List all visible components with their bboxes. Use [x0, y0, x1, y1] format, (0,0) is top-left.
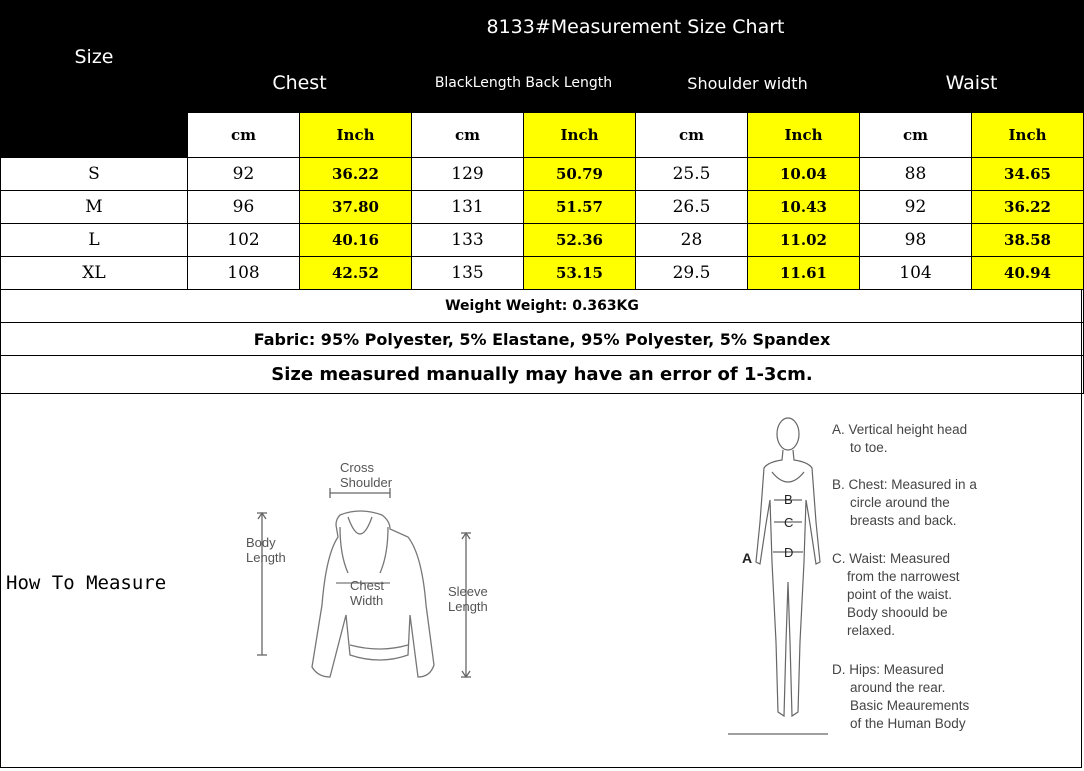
desc-d-line: Basic Meaurements — [850, 698, 970, 713]
shoulder-inch-cell: 11.02 — [748, 224, 860, 257]
length-cm-cell: 133 — [412, 224, 524, 257]
body-outline — [728, 418, 828, 734]
weight-note: Weight Weight: 0.363KG — [1, 290, 1084, 323]
error-note: Size measured manually may have an error of 1-3cm. — [1, 356, 1084, 394]
waist-cm-cell: 92 — [860, 191, 972, 224]
waist-inch-cell: 36.22 — [972, 191, 1084, 224]
length-cm-cell: 135 — [412, 257, 524, 290]
chest-cm-cell: 96 — [188, 191, 300, 224]
unit-cm: cm — [412, 113, 524, 158]
desc-b-line: circle around the — [850, 495, 950, 510]
waist-cm-cell: 104 — [860, 257, 972, 290]
chart-title: 8133#Measurement Size Chart — [188, 1, 1084, 54]
unit-inch: Inch — [748, 113, 860, 158]
desc-c-line: from the narrowest — [847, 569, 960, 584]
chest-inch-cell: 42.52 — [300, 257, 412, 290]
waist-inch-cell: 40.94 — [972, 257, 1084, 290]
body-figure — [728, 412, 828, 737]
desc-c-line: Body shoould be — [847, 605, 948, 620]
group-chest: Chest — [188, 54, 412, 113]
waist-cm-cell: 98 — [860, 224, 972, 257]
group-waist: Waist — [860, 54, 1084, 113]
desc-b-line: breasts and back. — [850, 513, 957, 528]
group-shoulder: Shoulder width — [636, 54, 860, 113]
marker-d: D — [784, 545, 794, 560]
length-inch-cell: 52.36 — [524, 224, 636, 257]
how-to-measure-label: How To Measure — [6, 572, 167, 594]
sleeve-length-label-2: Length — [448, 599, 488, 614]
length-inch-cell: 51.57 — [524, 191, 636, 224]
shoulder-cm-cell: 25.5 — [636, 158, 748, 191]
chest-inch-cell: 40.16 — [300, 224, 412, 257]
desc-d-line: D. Hips: Measured — [832, 662, 944, 677]
shoulder-inch-cell: 11.61 — [748, 257, 860, 290]
desc-d-line: around the rear. — [850, 680, 946, 695]
chest-cm-cell: 92 — [188, 158, 300, 191]
body-length-label-1: Body — [246, 535, 276, 550]
chest-inch-cell: 37.80 — [300, 191, 412, 224]
body-length-label-2: Length — [246, 550, 286, 565]
unit-cm: cm — [188, 113, 300, 158]
table-row — [1, 158, 1084, 191]
chest-cm-cell: 102 — [188, 224, 300, 257]
chest-width-label-1: Chest — [350, 578, 384, 593]
size-cell: S — [1, 158, 188, 191]
desc-c-line: relaxed. — [847, 623, 896, 638]
length-cm-cell: 129 — [412, 158, 524, 191]
desc-a — [832, 421, 967, 457]
desc-b-line: B. Chest: Measured in a — [832, 477, 977, 492]
desc-d — [832, 661, 969, 733]
marker-b: B — [784, 492, 793, 507]
desc-b — [832, 476, 977, 530]
desc-a-line: A. Vertical height head — [832, 422, 968, 437]
fabric-note: Fabric: 95% Polyester, 5% Elastane, 95% Polyester, 5% Spandex — [1, 323, 1084, 356]
chest-inch-cell: 36.22 — [300, 158, 412, 191]
waist-inch-cell: 34.65 — [972, 158, 1084, 191]
length-inch-cell: 50.79 — [524, 158, 636, 191]
shoulder-inch-cell: 10.04 — [748, 158, 860, 191]
desc-d-line: of the Human Body — [850, 716, 966, 731]
shoulder-cm-cell: 26.5 — [636, 191, 748, 224]
size-header-spacer — [1, 113, 188, 158]
cross-shoulder-label-2: Shoulder — [340, 475, 393, 490]
unit-inch: Inch — [972, 113, 1084, 158]
marker-a: A — [742, 550, 753, 566]
size-header: Size — [1, 1, 188, 113]
shoulder-cm-cell: 28 — [636, 224, 748, 257]
table-row — [1, 257, 1084, 290]
shoulder-inch-cell: 10.43 — [748, 191, 860, 224]
desc-c-line: C. Waist: Measured — [832, 551, 951, 566]
desc-a-line: to toe. — [850, 440, 888, 455]
size-cell: L — [1, 224, 188, 257]
shoulder-cm-cell: 29.5 — [636, 257, 748, 290]
size-cell: XL — [1, 257, 188, 290]
desc-c — [832, 550, 960, 640]
unit-inch: Inch — [524, 113, 636, 158]
length-inch-cell: 53.15 — [524, 257, 636, 290]
size-cell: M — [1, 191, 188, 224]
table-row — [1, 191, 1084, 224]
chest-cm-cell: 108 — [188, 257, 300, 290]
desc-c-line: point of the waist. — [847, 587, 953, 602]
garment-diagram — [240, 455, 510, 690]
unit-cm: cm — [860, 113, 972, 158]
sleeve-length-label-1: Sleeve — [448, 584, 488, 599]
chest-width-label-2: Width — [350, 593, 384, 608]
waist-cm-cell: 88 — [860, 158, 972, 191]
group-length: BlackLength Back Length — [412, 54, 636, 113]
cross-shoulder-label-1: Cross — [340, 460, 374, 475]
unit-inch: Inch — [300, 113, 412, 158]
unit-cm: cm — [636, 113, 748, 158]
waist-inch-cell: 38.58 — [972, 224, 1084, 257]
length-cm-cell: 131 — [412, 191, 524, 224]
table-row — [1, 224, 1084, 257]
marker-c: C — [784, 515, 794, 530]
